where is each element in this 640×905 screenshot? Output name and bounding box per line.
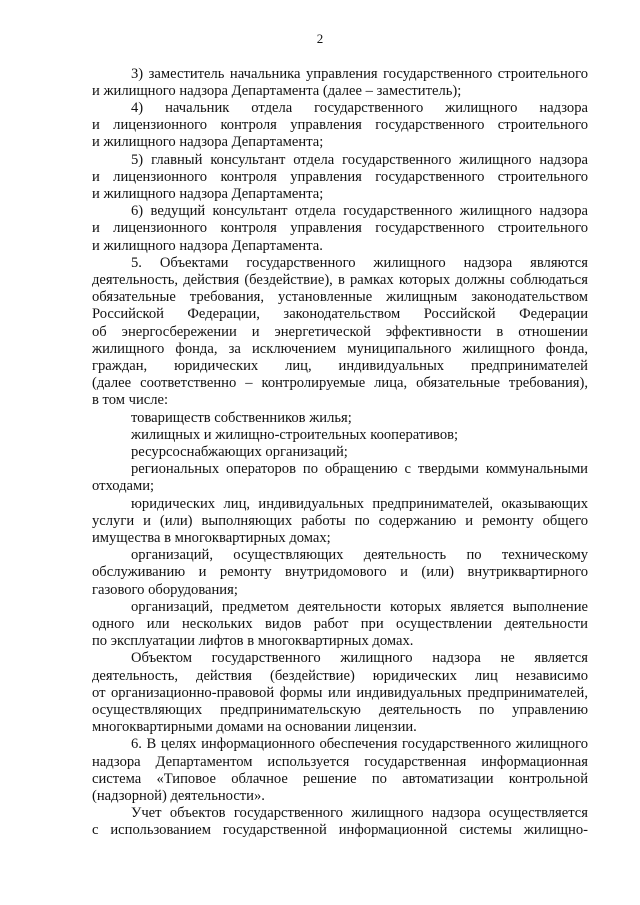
text-line: и жилищного надзора Департамента;: [92, 186, 324, 202]
text-line: региональных операторов по обращению с твердыми коммунальными: [131, 461, 588, 477]
text-line: 6) ведущий консультант отдела государственного жилищного надзора: [131, 203, 588, 219]
text-line: деятельность, действия (бездействие), в рамках которых должны соблюдаться: [92, 272, 588, 288]
text-line: многоквартирными домами на основании лицензии.: [92, 719, 417, 735]
text-line: 4) начальник отдела государственного жилищного надзора: [131, 100, 588, 116]
text-line: юридических лиц, индивидуальных предпринимателей, оказывающих: [131, 496, 588, 512]
text-line: граждан, юридических лиц, индивидуальных предпринимателей: [92, 358, 588, 374]
text-line: Учет объектов государственного жилищного надзора осуществляется: [131, 805, 588, 821]
text-line: осуществляющих предпринимательскую деятельность по управлению: [92, 702, 588, 718]
text-line: 5) главный консультант отдела государственного жилищного надзора: [131, 152, 588, 168]
text-line: Российской Федерации, законодательством Российской Федерации: [92, 306, 588, 322]
text-line: одного или нескольких видов работ при осуществлении деятельности: [92, 616, 588, 632]
text-line: деятельность, действия (бездействие) юридических лиц независимо: [92, 668, 588, 684]
text-line: жилищных и жилищно-строительных кооперативов;: [131, 427, 459, 443]
text-line: товариществ собственников жилья;: [131, 410, 352, 426]
text-line: от организационно-правовой формы или индивидуальных предпринимателей,: [92, 685, 588, 701]
text-line: (далее соответственно – контролируемые лица, обязательные требования),: [92, 375, 588, 391]
text-line: услуги и (или) выполняющих работы по содержанию и ремонту общего: [92, 513, 588, 529]
text-line: 3) заместитель начальника управления государственного строительного: [131, 66, 588, 82]
text-line: и лицензионного контроля управления государственного строительного: [92, 117, 588, 133]
text-line: надзора Департаментом используется государственная информационная: [92, 754, 588, 770]
text-line: организаций, осуществляющих деятельность по техническому: [131, 547, 588, 563]
text-line: и жилищного надзора Департамента;: [92, 134, 324, 150]
text-line: ресурсоснабжающих организаций;: [131, 444, 348, 460]
text-line: и жилищного надзора Департамента.: [92, 238, 323, 254]
text-line: отходами;: [92, 478, 155, 494]
text-line: (надзорной) деятельности».: [92, 788, 265, 804]
text-line: с использованием государственной информационной системы жилищно-: [92, 822, 588, 838]
text-line: система «Типовое облачное решение по автоматизации контрольной: [92, 771, 588, 787]
text-line: 5. Объектами государственного жилищного надзора являются: [131, 255, 588, 271]
text-line: обязательные требования, установленные жилищным законодательством: [92, 289, 588, 305]
text-line: и жилищного надзора Департамента (далее – заместитель);: [92, 83, 462, 99]
text-line: по эксплуатации лифтов в многоквартирных домах.: [92, 633, 414, 649]
text-line: газового оборудования;: [92, 582, 238, 598]
text-line: имущества в многоквартирных домах;: [92, 530, 331, 546]
text-line: и лицензионного контроля управления государственного строительного: [92, 220, 588, 236]
page-number: 2: [316, 31, 324, 46]
text-line: в том числе:: [92, 392, 169, 408]
text-line: обслуживанию и ремонту внутридомового и (или) внутриквартирного: [92, 564, 588, 580]
text-line: 6. В целях информационного обеспечения государственного жилищного: [131, 736, 588, 752]
text-line: об энергосбережении и энергетической эффективности в отношении: [92, 324, 588, 340]
text-line: Объектом государственного жилищного надзора не является: [131, 650, 588, 666]
text-line: организаций, предметом деятельности которых является выполнение: [131, 599, 588, 615]
text-line: жилищного фонда, за исключением муниципального жилищного фонда,: [92, 341, 588, 357]
text-line: и лицензионного контроля управления государственного строительного: [92, 169, 588, 185]
